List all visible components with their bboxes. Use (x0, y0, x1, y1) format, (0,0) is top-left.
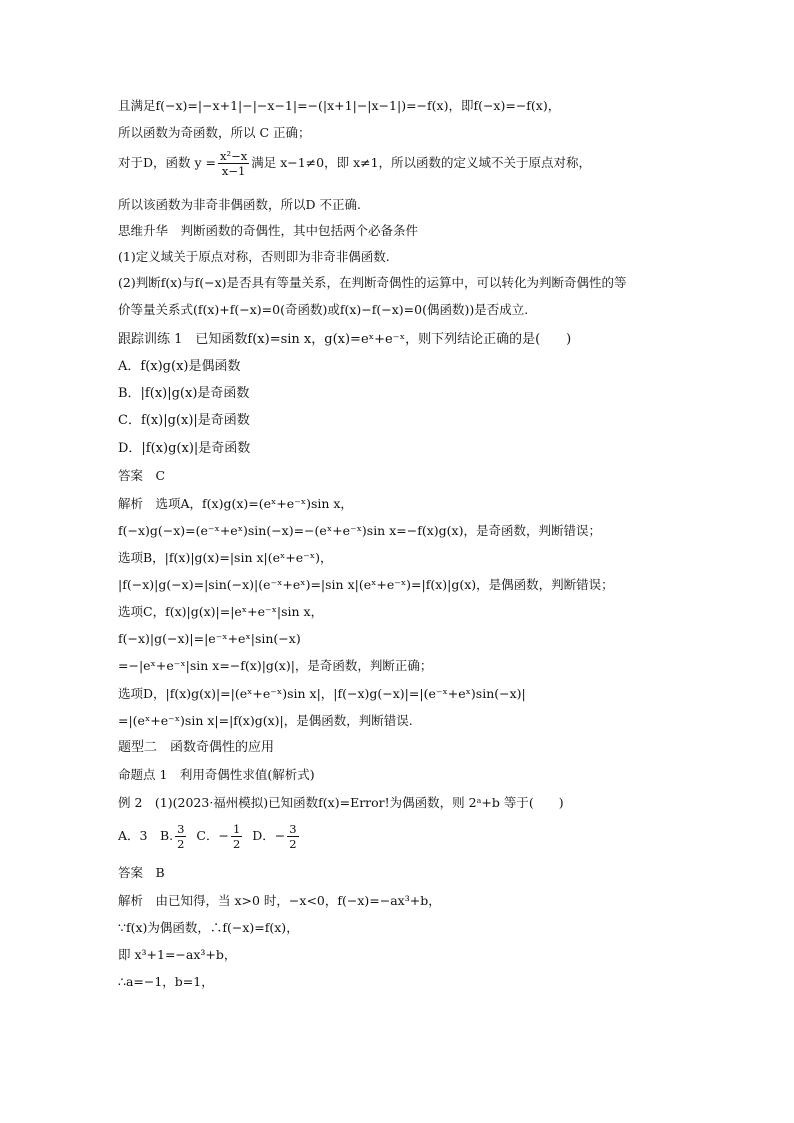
answer-label: 答案 C (118, 468, 166, 483)
text-line: (2)判断f(x)与f(−x)是否具有等量关系，在判断奇偶性的运算中，可以转化为判断奇偶性的等 (118, 275, 627, 290)
fraction (175, 822, 186, 851)
text-line: 价等量关系式(f(x)+f(−x)=0(奇函数)或f(x)−f(−x)=0(偶函数))是否成立. (118, 302, 529, 317)
text-line: 选项D，|f(x)g(x)|=|(eˣ+e⁻ˣ)sin x|，|f(−x)g(−x)|=|(e⁻ˣ+eˣ)sin(−x)| (118, 686, 526, 701)
text-line: 解析 选项A，f(x)g(x)=(eˣ+e⁻ˣ)sin x， (118, 496, 353, 511)
fraction (231, 822, 242, 851)
fraction-numerator: 3 (289, 822, 297, 836)
fraction-numerator: 3 (177, 822, 185, 836)
text-segment: C．− (196, 828, 229, 843)
text-line: f(−x)g(−x)=(e⁻ˣ+eˣ)sin(−x)=−(eˣ+e⁻ˣ)sin x=−f(x)g(x)，是奇函数，判断错误； (118, 523, 601, 538)
text-line: 即 x³+1=−ax³+b， (118, 947, 237, 962)
subsection-heading: 命题点 1 利用奇偶性求值(解析式) (118, 767, 315, 782)
fraction (218, 149, 249, 178)
fraction-denominator: 2 (232, 837, 241, 851)
text-line: |f(−x)|g(−x)=|sin(−x)|(e⁻ˣ+eˣ)=|sin x|(eˣ+e⁻ˣ)=|f(x)|g(x)，是偶函数，判断错误； (118, 577, 614, 592)
text-segment: D．− (252, 828, 286, 843)
text-segment: 满足 x−1≠0，即 x≠1，所以函数的定义域不关于原点对称， (251, 155, 592, 170)
fraction (287, 822, 298, 851)
text-segment: A．3 B. (118, 828, 174, 843)
fraction-denominator: x−1 (221, 164, 246, 178)
section-heading: 题型二 函数奇偶性的应用 (118, 740, 275, 755)
option-a: A．f(x)g(x)是偶函数 (118, 359, 241, 374)
text-line: (1)定义域关于原点对称，否则即为非奇非偶函数. (118, 249, 390, 264)
text-line: =|(eˣ+e⁻ˣ)sin x|=|f(x)g(x)|，是偶函数，判断错误. (118, 713, 413, 728)
fraction-denominator: 2 (289, 837, 297, 851)
text-line: 思维升华 判断函数的奇偶性，其中包括两个必备条件 (118, 223, 419, 238)
exercise-heading: 跟踪训练 1 已知函数f(x)=sin x，g(x)=eˣ+e⁻ˣ，则下列结论正确的是( ) (118, 332, 572, 347)
fraction-numerator: 1 (232, 822, 241, 836)
text-line: f(−x)|g(−x)|=|e⁻ˣ+eˣ|sin(−x) (118, 631, 301, 646)
text-line: 所以该函数为非奇非偶函数，所以D 不正确. (118, 197, 361, 212)
text-line-with-fraction (118, 149, 591, 178)
text-line: 且满足f(−x)=|−x+1|−|−x−1|=−(|x+1|−|x−1|)=−f(x)，即f(−x)=−f(x)， (118, 98, 561, 113)
text-line: ∴a=−1，b=1， (118, 974, 214, 989)
example-heading: 例 2 (1)(2023·福州模拟)已知函数f(x)=Error!为偶函数，则 2ᵃ+b 等于( ) (118, 795, 564, 810)
text-line: =−|eˣ+e⁻ˣ|sin x=−f(x)|g(x)|，是奇函数，判断正确； (118, 658, 433, 673)
text-segment: 对于D，函数 y = (118, 155, 217, 170)
text-line: 所以函数为奇函数，所以 C 正确； (118, 125, 311, 140)
text-line: ∵f(x)为偶函数，∴f(−x)=f(x)， (118, 920, 299, 935)
fraction-numerator: x²−x (220, 149, 248, 163)
options-line (118, 822, 301, 851)
fraction-denominator: 2 (177, 837, 185, 851)
text-line: 选项C，f(x)|g(x)|=|eˣ+e⁻ˣ|sin x， (118, 604, 324, 619)
option-c: C．f(x)|g(x)|是奇函数 (118, 413, 250, 428)
answer-label: 答案 B (118, 865, 165, 880)
text-line: 选项B，|f(x)|g(x)=|sin x|(eˣ+e⁻ˣ)， (118, 550, 333, 565)
text-line: 解析 由已知得，当 x>0 时，−x<0，f(−x)=−ax³+b， (118, 893, 441, 908)
option-b: B．|f(x)|g(x)是奇函数 (118, 386, 250, 401)
option-d: D．|f(x)g(x)|是奇函数 (118, 441, 251, 456)
